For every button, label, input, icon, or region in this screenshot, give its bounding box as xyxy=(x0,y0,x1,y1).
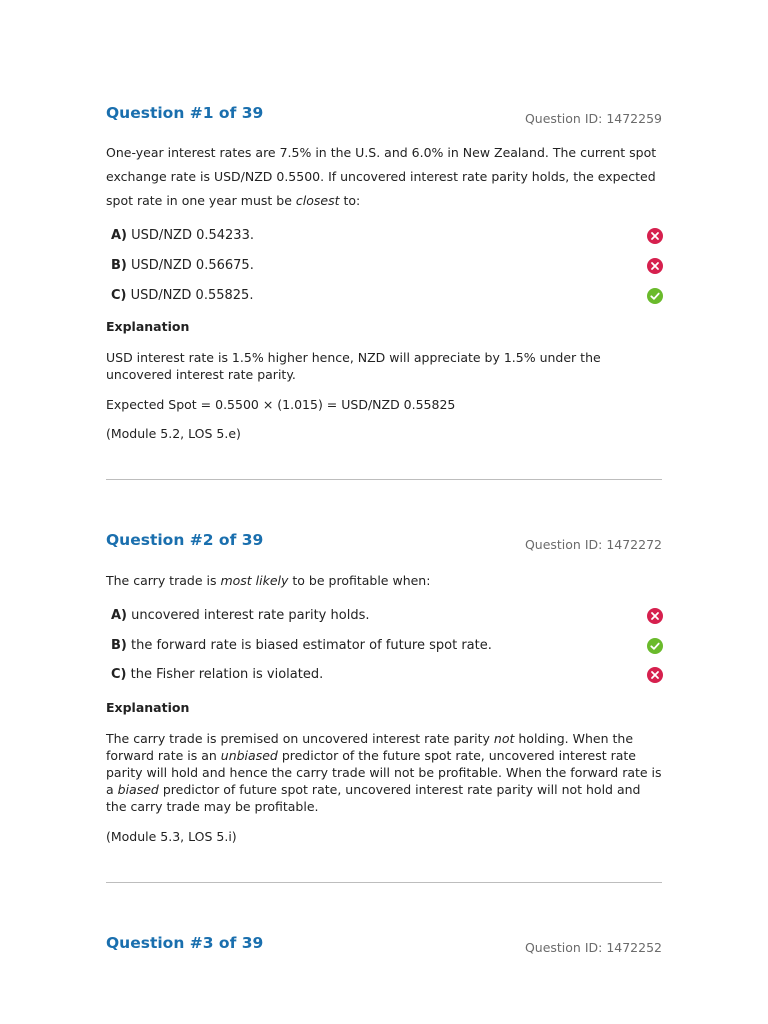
question-2-reference: (Module 5.3, LOS 5.i) xyxy=(106,829,237,844)
question-2-stem-emphasis: most likely xyxy=(220,573,289,588)
question-divider xyxy=(106,479,662,480)
question-1-option-a xyxy=(111,226,663,246)
question-1-title: Question #1 of 39 xyxy=(106,104,264,122)
expl-part: predictor of future spot rate, uncovered interest rate parity will not hold and the carry trade may be profitable. xyxy=(106,782,641,814)
question-1-id: Question ID: 1472259 xyxy=(524,111,662,126)
question-1-stem-emphasis: closest xyxy=(295,193,340,208)
x-circle-icon xyxy=(647,228,663,244)
question-1-explanation-text: USD interest rate is 1.5% higher hence, NZD will appreciate by 1.5% under the uncovered interest rate parity. xyxy=(106,350,601,382)
check-circle-icon xyxy=(647,638,663,654)
question-2-explanation-text xyxy=(106,730,662,815)
question-2-option-a xyxy=(111,606,663,626)
question-1-explanation-formula: Expected Spot = 0.5500 × (1.015) = USD/NZD 0.55825 xyxy=(106,397,456,412)
option-text: the forward rate is biased estimator of future spot rate. xyxy=(131,638,492,653)
option-text: uncovered interest rate parity holds. xyxy=(131,608,370,623)
question-divider xyxy=(106,882,662,883)
question-2-option-b xyxy=(111,636,663,656)
expl-emphasis: biased xyxy=(117,782,159,797)
question-2-stem xyxy=(106,569,662,593)
question-2-stem-end: to be profitable when: xyxy=(288,573,431,588)
x-circle-icon xyxy=(647,608,663,624)
x-circle-icon xyxy=(647,258,663,274)
check-circle-icon xyxy=(647,288,663,304)
question-3-id: Question ID: 1472252 xyxy=(524,940,662,955)
option-text: USD/NZD 0.54233. xyxy=(131,228,254,243)
expl-part: The carry trade is premised on uncovered interest rate parity xyxy=(106,731,494,746)
question-3-title: Question #3 of 39 xyxy=(106,934,264,952)
option-letter: A) xyxy=(111,608,128,623)
question-1-option-c xyxy=(111,286,663,306)
question-2-id: Question ID: 1472272 xyxy=(524,537,662,552)
option-letter: A) xyxy=(111,228,128,243)
option-text: USD/NZD 0.55825. xyxy=(130,288,254,303)
question-1-stem-text: One-year interest rates are 7.5% in the U.S. and 6.0% in New Zealand. The current spot exchange rate is USD/NZD 0.5500. If uncovered interest rate parity holds, the expected spot rate in one year must be xyxy=(106,145,657,208)
option-letter: C) xyxy=(111,667,127,682)
expl-emphasis: unbiased xyxy=(220,748,278,763)
option-letter: C) xyxy=(111,288,127,303)
option-letter: B) xyxy=(111,638,127,653)
question-1-reference: (Module 5.2, LOS 5.e) xyxy=(106,426,241,441)
question-2-explanation-heading: Explanation xyxy=(106,700,190,715)
question-1-option-b xyxy=(111,256,663,276)
question-2-stem-text: The carry trade is xyxy=(106,573,221,588)
expl-part: predictor of the future spot rate, uncovered interest rate parity will hold and hence the carry trade will not be profitable. When the forward rate is a xyxy=(106,748,662,797)
question-1-stem xyxy=(106,141,662,213)
expl-part: holding. When the forward rate is an xyxy=(106,731,634,763)
option-text: the Fisher relation is violated. xyxy=(130,667,324,682)
expl-emphasis: not xyxy=(493,731,515,746)
option-letter: B) xyxy=(111,258,127,273)
question-1-stem-end: to: xyxy=(339,193,361,208)
question-2-title: Question #2 of 39 xyxy=(106,531,264,549)
option-text: USD/NZD 0.56675. xyxy=(131,258,254,273)
question-1-explanation-heading: Explanation xyxy=(106,319,190,334)
question-2-option-c xyxy=(111,665,663,685)
x-circle-icon xyxy=(647,667,663,683)
